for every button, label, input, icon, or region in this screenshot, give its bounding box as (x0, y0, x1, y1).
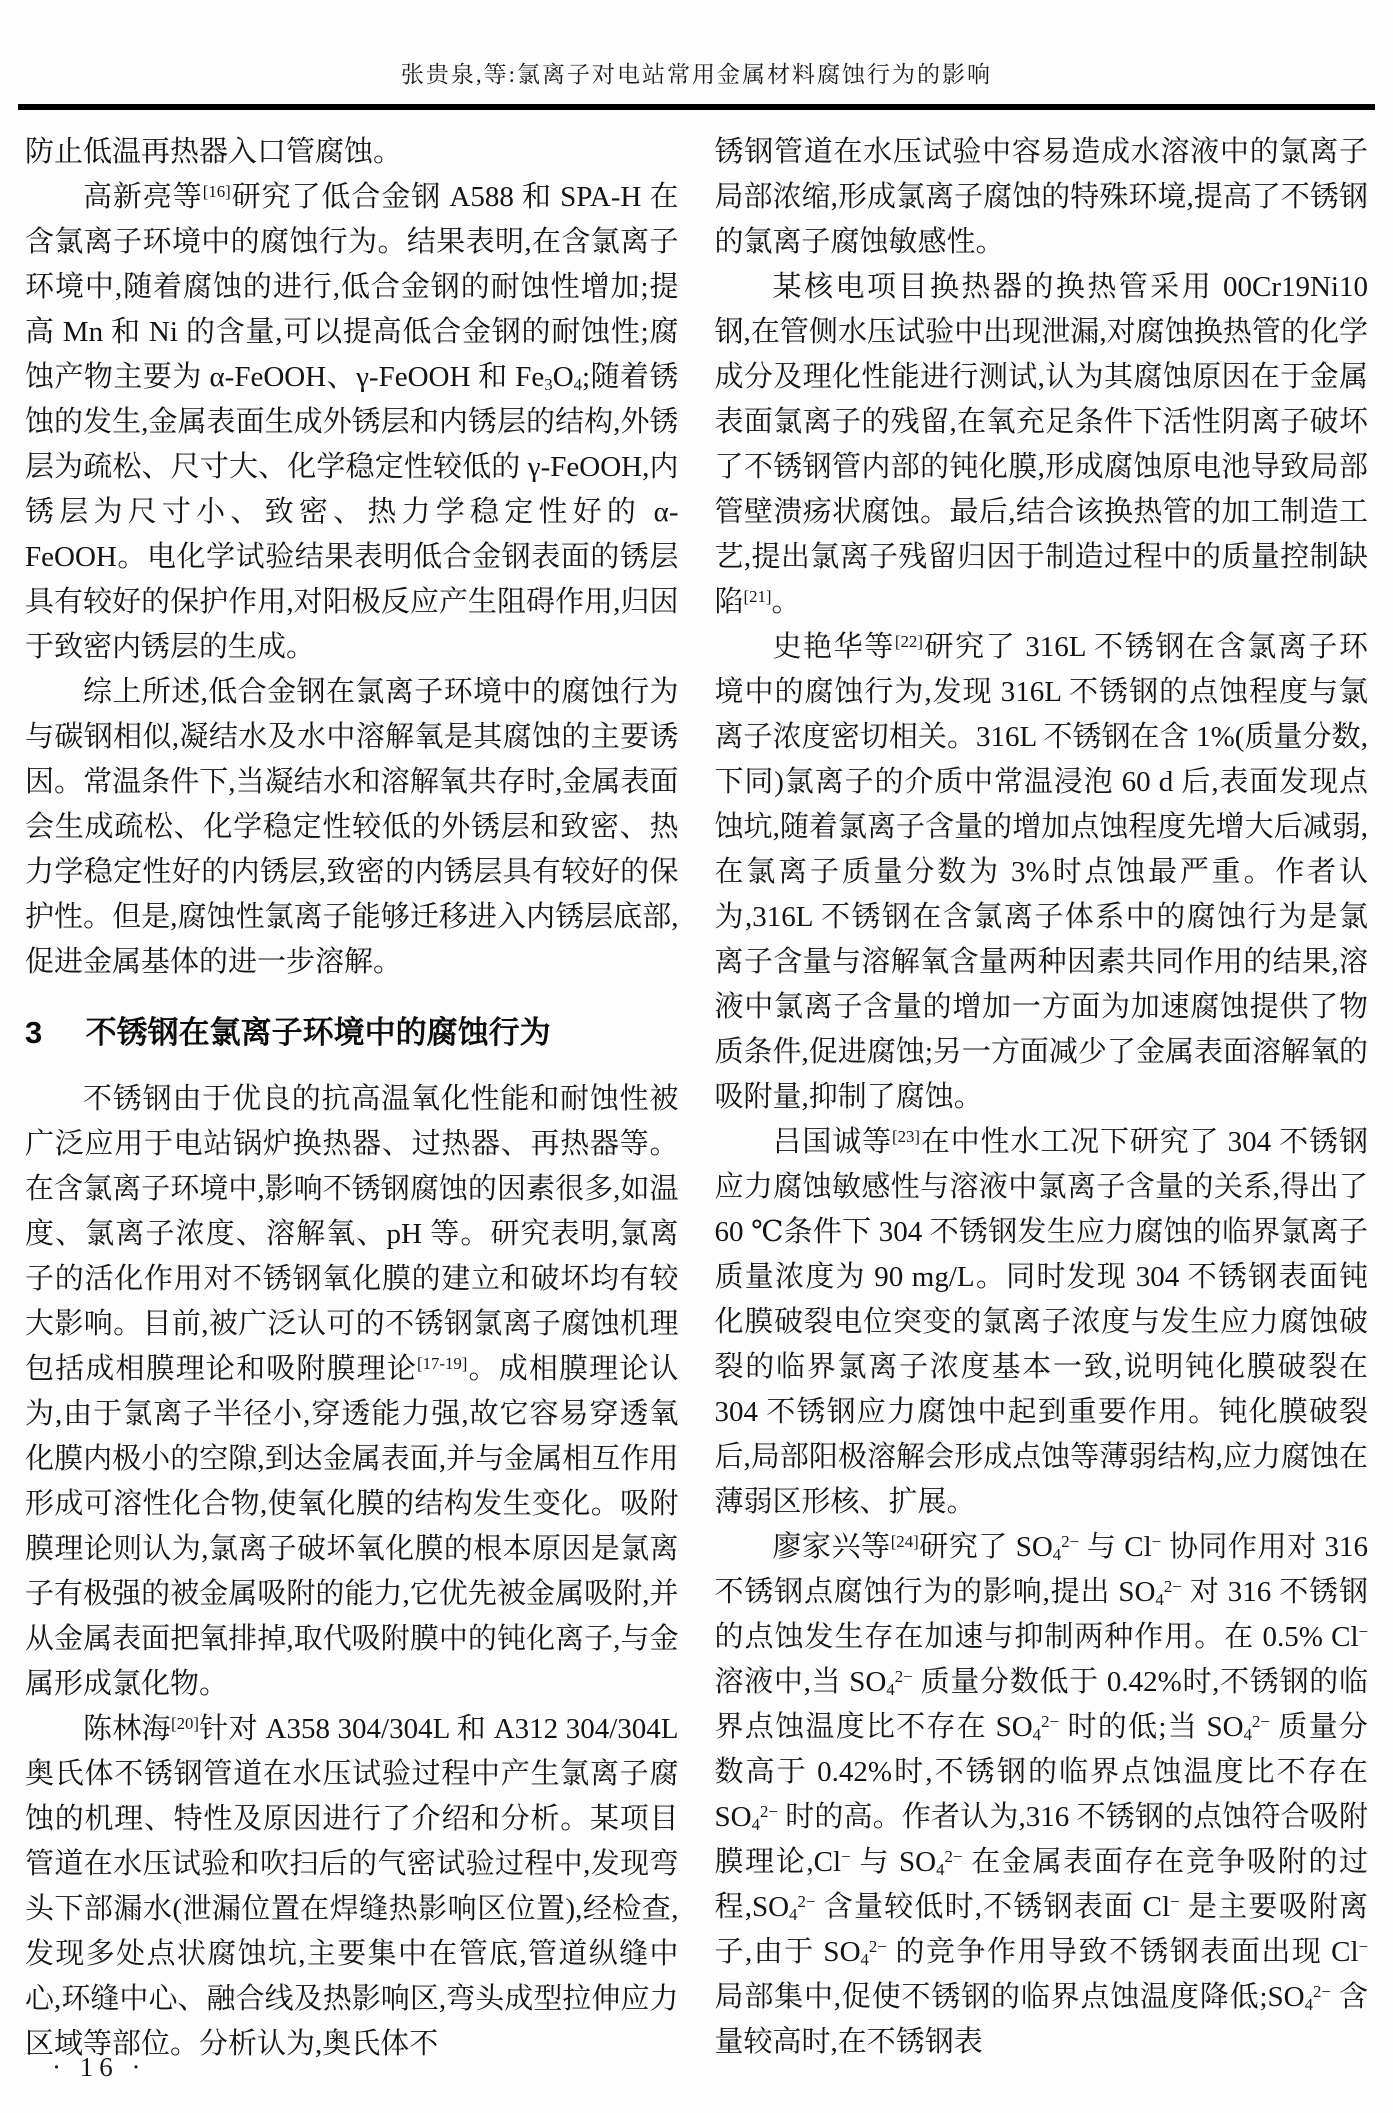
section-heading (25, 1013, 679, 1053)
paragraph: 某核电项目换热器的换热管采用 00Cr19Ni10 钢,在管侧水压试验中出现泄漏,对腐蚀换热管的化学成分及理化性能进行测试,认为其腐蚀原因在于金属表面氯离子的残留,在氧充足条件下活性阴离子破坏了不锈钢管内部的钝化膜,形成腐蚀原电池导致局部管壁溃疡状腐蚀。最后,结合该换热管的加工制造工艺,提出氯离子残留归因于制造过程中的质量控制缺陷[21]。 (714, 271, 1368, 618)
superscript: − (1358, 1936, 1368, 1956)
paragraph: 锈钢管道在水压试验中容易造成水溶液中的氯离子局部浓缩,形成氯离子腐蚀的特殊环境,提高了不锈钢的氯离子腐蚀敏感性。 (714, 136, 1368, 258)
subscript: 4 (886, 1680, 895, 1700)
paragraph: 综上所述,低合金钢在氯离子环境中的腐蚀行为与碳钢相似,凝结水及水中溶解氧是其腐蚀的主要诱因。常温条件下,当凝结水和溶解氧共存时,金属表面会生成疏松、化学稳定性较低的外锈层和致密、热力学稳定性好的内锈层,致密的内锈层具有较好的保护性。但是,腐蚀性氯离子能够迁移进入内锈层底部,促进金属基体的进一步溶解。 (25, 676, 679, 978)
superscript: 2− (894, 1666, 913, 1686)
section-title: 不锈钢在氯离子环境中的腐蚀行为 (85, 1015, 551, 1050)
subscript: 3 (544, 375, 553, 395)
superscript: [22] (894, 631, 923, 651)
paragraph: 廖家兴等[24]研究了 $SO_4^{2-}$ 与 Cl− 协同作用对 316 不锈钢点腐蚀行为的影响,提出 $SO_4^{2-}$ 对 316 不锈钢的点蚀发生存在加速与抑制两种作用。在 0.5% Cl− 溶液中,当 $SO_4^{2-}$ 质量分数低于 0.42%时,不锈钢的临界点蚀温度比不存在 $SO_4^{2-}$ 时的低;当 $SO_4^{2-}$ 质量分数高于 0.42%时,不锈钢的临界点蚀温度比不存在 $SO_4^{2-}$ 时的高。作者认为,316 不锈钢的点蚀符合吸附膜理论,Cl− 与 $SO_4^{2-}$ 在金属表面存在竞争吸附的过程$,SO_4^{2-}$ 含量较低时,不锈钢表面 Cl− 是主要吸附离子,由于 $SO_4^{2-}$ 的竞争作用导致不锈钢表面出现 Cl− 局部集中,促使不锈钢的临界点蚀温度降低$;SO_4^{2-}$ 含量较高时,在不锈钢表 (714, 1531, 1368, 2058)
superscript: 2− (759, 1801, 778, 1821)
superscript: [16] (202, 181, 231, 201)
superscript: 2− (1041, 1711, 1059, 1731)
subscript: 4 (1052, 1545, 1062, 1565)
superscript: [20] (170, 1713, 199, 1733)
subscript: 4 (1032, 1725, 1042, 1745)
subscript: 4 (789, 1905, 798, 1925)
subscript: 4 (1155, 1590, 1164, 1610)
right-column (715, 130, 1369, 2080)
paragraph: 陈林海[20]针对 A358 304/304L 和 A312 304/304L 奥氏体不锈钢管道在水压试验过程中产生氯离子腐蚀的机理、特性及原因进行了介绍和分析。某项目管道在水压试验和吹扫后的气密试验过程中,发现弯头下部漏水(泄漏位置在焊缝热影响区位置),经检查,发现多处点状腐蚀坑,主要集中在管底,管道纵缝中心,环缝中心、融合线及热影响区,弯头成型拉伸应力区域等部位。分析认为,奥氏体不 (25, 1713, 679, 2060)
superscript: [24] (890, 1531, 919, 1551)
paragraph: 史艳华等[22]研究了 316L 不锈钢在含氯离子环境中的腐蚀行为,发现 316L 不锈钢的点蚀程度与氯离子浓度密切相关。316L 不锈钢在含 1%(质量分数,下同)氯离子的介质中常温浸泡 60 d 后,表面发现点蚀坑,随着氯离子含量的增加点蚀程度先增大后减弱,在氯离子质量分数为 3%时点蚀最严重。作者认为,316L 不锈钢在含氯离子体系中的腐蚀行为是氯离子含量与溶解氧含量两种因素共同作用的结果,溶液中氯离子含量的增加一方面为加速腐蚀提供了物质条件,促进腐蚀;另一方面减少了金属表面溶解氧的吸附量,抑制了腐蚀。 (714, 631, 1368, 1113)
two-column-body (25, 130, 1368, 2080)
subscript: 4 (751, 1815, 760, 1835)
paragraph: 吕国诚等[23]在中性水工况下研究了 304 不锈钢应力腐蚀敏感性与溶液中氯离子含量的关系,得出了 60 ℃条件下 304 不锈钢发生应力腐蚀的临界氯离子质量浓度为 90 mg/L。同时发现 304 不锈钢表面钝化膜破裂电位突变的氯离子浓度与发生应力腐蚀破裂的临界氯离子浓度基本一致,说明钝化膜破裂在 304 不锈钢应力腐蚀中起到重要作用。钝化膜破裂后,局部阳极溶解会形成点蚀等薄弱结构,应力腐蚀在薄弱区形核、扩展。 (714, 1126, 1368, 1518)
superscript: 2− (1163, 1576, 1182, 1596)
superscript: [17-19] (416, 1353, 468, 1373)
paragraph: 防止低温再热器入口管腐蚀。 (25, 136, 403, 168)
subscript: 4 (936, 1860, 945, 1880)
page-number: · 16 · (52, 2052, 147, 2082)
superscript: − (1151, 1531, 1162, 1551)
subscript: 4 (573, 375, 583, 395)
header-rule-divider (18, 104, 1375, 110)
superscript: [23] (891, 1126, 920, 1146)
superscript: 2− (797, 1891, 816, 1911)
superscript: [21] (743, 586, 772, 606)
paragraph: 高新亮等[16]研究了低合金钢 A588 和 SPA-H 在含氯离子环境中的腐蚀行为。结果表明,在含氯离子环境中,随着腐蚀的进行,低合金钢的耐蚀性增加;提高 Mn 和 Ni 的含量,可以提高低合金钢的耐蚀性;腐蚀产物主要为 α-FeOOH、γ-FeOOH 和 $Fe_3O_4$;随着锈蚀的发生,金属表面生成外锈层和内锈层的结构,外锈层为疏松、尺寸大、化学稳定性较低的 γ-FeOOH,内锈层为尺寸小、致密、热力学稳定性好的 α-FeOOH。电化学试验结果表明低合金钢表面的锈层具有较好的保护作用,对阳极反应产生阻碍作用,归因于致密内锈层的生成。 (25, 181, 679, 663)
superscript: 2− (1061, 1531, 1080, 1551)
paragraph: 不锈钢由于优良的抗高温氧化性能和耐蚀性被广泛应用于电站锅炉换热器、过热器、再热器等。在含氯离子环境中,影响不锈钢腐蚀的因素很多,如温度、氯离子浓度、溶解氧、pH 等。研究表明,氯离子的活化作用对不锈钢氧化膜的建立和破坏均有较大影响。目前,被广泛认可的不锈钢氯离子腐蚀机理包括成相膜理论和吸附膜理论[17-19]。成相膜理论认为,由于氯离子半径小,穿透能力强,故它容易穿透氧化膜内极小的空隙,到达金属表面,并与金属相互作用形成可溶性化合物,使氧化膜的结构发生变化。吸附膜理论则认为,氯离子破坏氧化膜的根本原因是氯离子有极强的被金属吸附的能力,它优先被金属吸附,并从金属表面把氧排掉,取代吸附膜中的钝化离子,与金属形成氯化物。 (25, 1083, 679, 1700)
superscript: 2− (1252, 1711, 1270, 1731)
section-number: 3 (25, 1015, 43, 1050)
superscript: 2− (1313, 1981, 1331, 2001)
superscript: 2− (868, 1936, 887, 1956)
running-header: 张贵泉,等:氯离子对电站常用金属材料腐蚀行为的影响 (400, 62, 993, 87)
superscript: 2− (944, 1846, 963, 1866)
superscript: − (1170, 1891, 1180, 1911)
subscript: 4 (1243, 1725, 1252, 1745)
subscript: 4 (1304, 1995, 1314, 2015)
left-column (25, 130, 679, 2080)
subscript: 4 (860, 1950, 869, 1970)
superscript: − (841, 1846, 851, 1866)
superscript: − (1358, 1621, 1368, 1641)
